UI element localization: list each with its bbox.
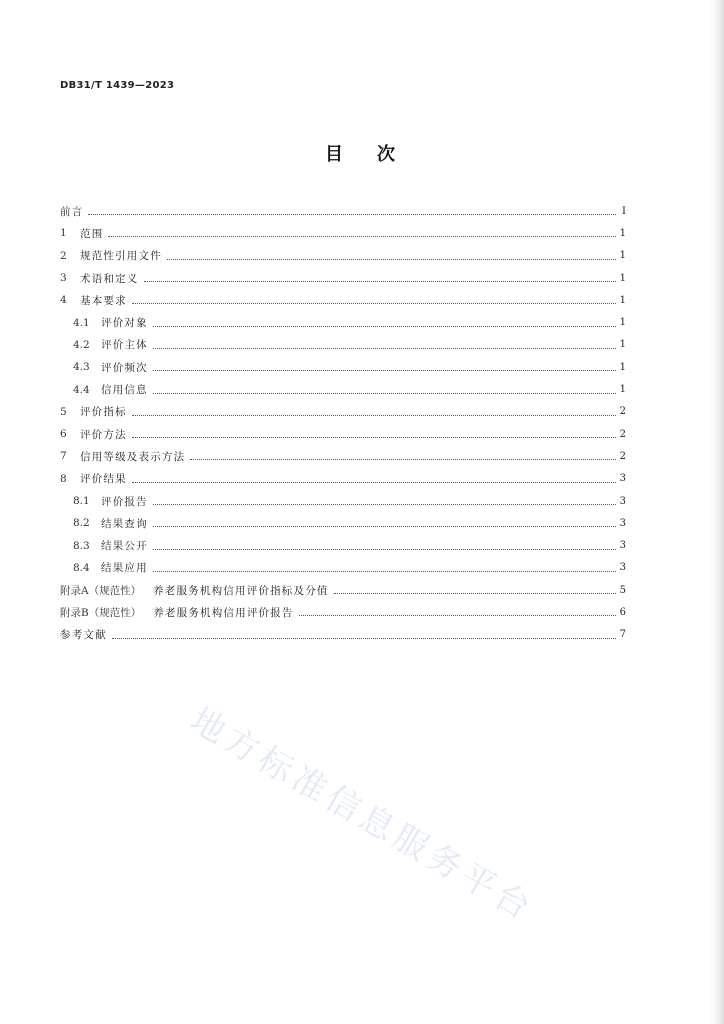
toc-entry-number: 8 [60, 472, 67, 485]
toc-page-number: 7 [619, 629, 626, 641]
toc-page-number: 1 [619, 227, 626, 239]
toc-page-number: 3 [619, 495, 626, 507]
toc-page-number: 1 [619, 317, 626, 329]
toc-entry[interactable] [60, 200, 626, 222]
toc-entry[interactable] [60, 289, 626, 311]
toc-entry-number: 4.4 [73, 383, 90, 396]
toc-dot-leader [132, 481, 616, 483]
toc-entry-label: 前言 [60, 205, 84, 218]
toc-entry[interactable] [60, 401, 626, 423]
toc-entry-label: 结果公开 [101, 540, 148, 553]
toc-dot-leader [167, 258, 616, 260]
toc-entry-number: 3 [60, 272, 67, 285]
toc-entry-number: 6 [60, 428, 67, 441]
toc-page-number: 2 [619, 450, 626, 462]
toc-entry[interactable] [60, 356, 626, 378]
toc-entry-label: 信用信息 [101, 384, 148, 397]
toc-page-number: 2 [619, 428, 626, 440]
toc-page-number: 1 [619, 339, 626, 351]
toc-title: 目次 [325, 144, 429, 165]
page-edge-shadow [710, 0, 724, 1024]
toc-dot-leader [132, 436, 616, 438]
toc-entry-label: 评价主体 [101, 339, 148, 352]
toc-page-number: 2 [619, 406, 626, 418]
toc-page-number: 1 [619, 272, 626, 284]
toc-entry-label: 基本要求 [80, 294, 127, 307]
toc-dot-leader [153, 347, 616, 349]
toc-entry[interactable] [60, 311, 626, 333]
toc-page-number: 1 [619, 361, 626, 373]
toc-entry-number: 4.3 [73, 361, 90, 374]
toc-page-number: 3 [619, 517, 626, 529]
toc-entry[interactable] [60, 423, 626, 445]
toc-entry-label: 评价结果 [80, 473, 127, 486]
toc-entry-label: 信用等级及表示方法 [80, 450, 186, 463]
toc-entry[interactable] [60, 557, 626, 579]
toc-dot-leader [190, 458, 616, 460]
toc-page-number: 3 [619, 562, 626, 574]
toc-entry-number: 4.1 [73, 316, 90, 329]
toc-page-number: 5 [619, 584, 626, 596]
toc-page-number: 6 [619, 606, 626, 618]
toc-entry-number: 7 [60, 450, 67, 463]
toc-entry[interactable] [60, 468, 626, 490]
toc-dot-leader [153, 369, 616, 371]
toc-entry-number: 5 [60, 405, 67, 418]
toc-entry[interactable] [60, 378, 626, 400]
toc-page-number: 3 [619, 473, 626, 485]
toc-entry-number: 8.2 [73, 517, 90, 530]
table-of-contents [60, 200, 626, 646]
document-code: DB31/T 1439—2023 [60, 80, 175, 91]
toc-dot-leader [153, 548, 616, 550]
toc-dot-leader [144, 280, 617, 282]
toc-entry-number: 8.4 [73, 561, 90, 574]
toc-page-number: 1 [619, 294, 626, 306]
toc-dot-leader [132, 414, 616, 416]
toc-entry[interactable] [60, 534, 626, 556]
toc-entry-label: 结果查询 [101, 517, 148, 530]
toc-dot-leader [108, 235, 616, 237]
toc-entry-label: 评价对象 [101, 317, 148, 330]
toc-entry-label: 评价报告 [101, 495, 148, 508]
toc-entry-number: 附录A（规范性） [60, 584, 142, 597]
toc-page-number: 1 [619, 384, 626, 396]
toc-dot-leader [153, 325, 616, 327]
toc-entry-number: 1 [60, 227, 67, 240]
toc-entry[interactable] [60, 601, 626, 623]
toc-page-number: 3 [619, 540, 626, 552]
toc-entry-label: 参考文献 [60, 629, 107, 642]
toc-entry[interactable] [60, 245, 626, 267]
toc-entry-number: 4 [60, 294, 67, 307]
toc-entry-label: 评价方法 [80, 428, 127, 441]
toc-entry[interactable] [60, 579, 626, 601]
toc-entry[interactable] [60, 334, 626, 356]
toc-entry[interactable] [60, 222, 626, 244]
toc-entry-number: 4.2 [73, 338, 90, 351]
toc-page-number: 1 [619, 250, 626, 262]
toc-page-number: I [622, 205, 626, 217]
toc-entry-label: 养老服务机构信用评价报告 [153, 606, 294, 619]
toc-dot-leader [153, 392, 616, 394]
toc-entry-label: 术语和定义 [80, 272, 139, 285]
toc-dot-leader [153, 503, 616, 505]
toc-dot-leader [88, 213, 616, 215]
toc-dot-leader [132, 302, 616, 304]
watermark: 地方标准信息服务平台 [183, 700, 541, 930]
toc-entry-label: 范围 [80, 227, 104, 240]
toc-dot-leader [153, 525, 616, 527]
toc-entry-label: 评价频次 [101, 361, 148, 374]
toc-entry-number: 8.3 [73, 539, 90, 552]
toc-entry[interactable] [60, 445, 626, 467]
toc-entry-number: 8.1 [73, 495, 90, 507]
toc-entry-label: 评价指标 [80, 406, 127, 419]
toc-entry[interactable] [60, 490, 626, 512]
toc-dot-leader [153, 570, 616, 572]
toc-entry-label: 结果应用 [101, 562, 148, 575]
toc-entry[interactable] [60, 624, 626, 646]
toc-entry-number: 附录B（规范性） [60, 606, 142, 619]
toc-dot-leader [334, 592, 616, 594]
toc-entry-label: 养老服务机构信用评价指标及分值 [153, 584, 329, 597]
toc-dot-leader [112, 637, 616, 639]
toc-entry-label: 规范性引用文件 [80, 250, 162, 263]
toc-entry[interactable] [60, 512, 626, 534]
toc-entry[interactable] [60, 267, 626, 289]
toc-dot-leader [299, 614, 616, 616]
toc-entry-number: 2 [60, 249, 67, 262]
